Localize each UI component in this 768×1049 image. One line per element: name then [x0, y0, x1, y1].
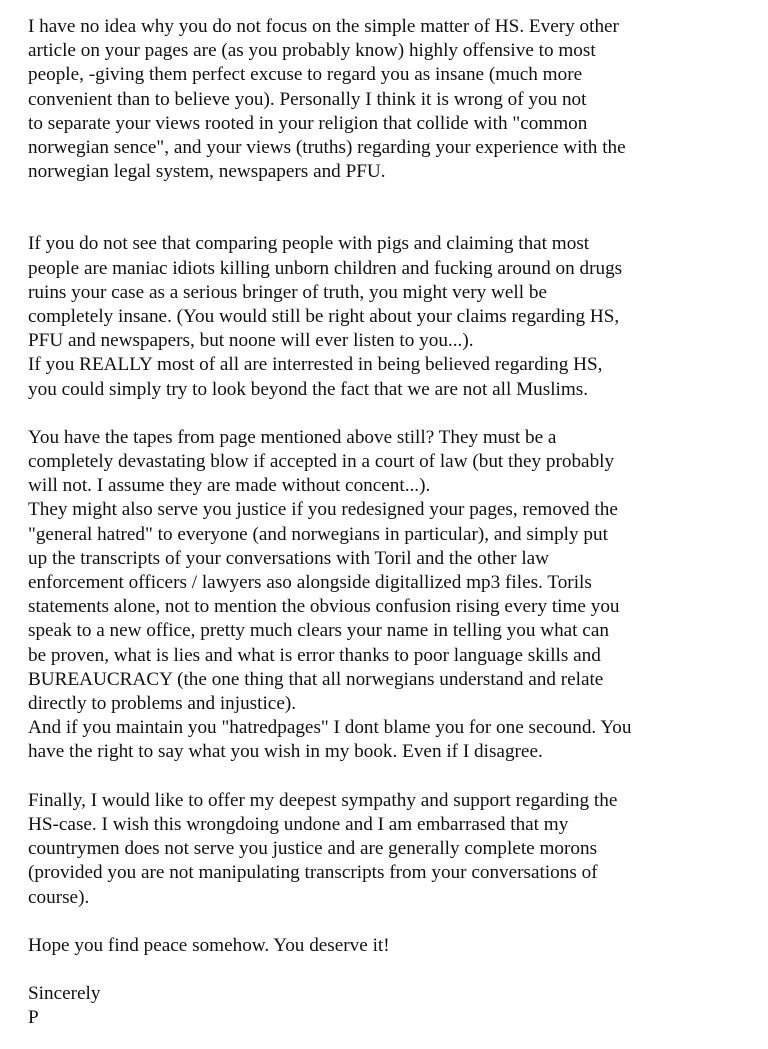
text-line: norwegian sence", and your views (truths) regarding your experience with the [28, 137, 626, 159]
paragraph-spacer [28, 910, 748, 934]
text-line: I have no idea why you do not focus on the simple matter of HS. Every other [28, 16, 619, 37]
text-line: completely devastating blow if accepted in a court of law (but they probably [28, 451, 615, 473]
closing: Sincerely [28, 982, 101, 1004]
text-line: enforcement officers / lawyers aso alongside digitallized mp3 files. Torils [28, 572, 592, 594]
text-line: PFU and newspapers, but noone will ever listen to you...). [28, 330, 474, 352]
text-line: you could simply try to look beyond the fact that we are not all Muslims. [28, 378, 589, 400]
text-line: speak to a new office, pretty much clears your name in telling you what can [28, 620, 609, 642]
text-line: HS-case. I wish this wrongdoing undone and I am embarrased that my [28, 813, 569, 835]
paragraph-3 [28, 426, 748, 765]
text-line: If you do not see that comparing people with pigs and claiming that most [28, 233, 590, 255]
paragraph-spacer [28, 184, 748, 232]
text-line: people are maniac idiots killing unborn children and fucking around on drugs [28, 257, 623, 279]
text-line: They might also serve you justice if you redesigned your pages, removed the [28, 499, 618, 521]
text-line: "general hatred" to everyone (and norwegians in particular), and simply put [28, 523, 608, 545]
paragraph-spacer [28, 958, 748, 982]
closing-block [28, 982, 748, 1030]
signature: P [28, 1007, 39, 1029]
text-line: And if you maintain you "hatredpages" I dont blame you for one secound. You [28, 717, 632, 739]
paragraph-2 [28, 232, 748, 401]
paragraph-spacer [28, 765, 748, 789]
text-line: Hope you find peace somehow. You deserve it! [28, 934, 390, 956]
text-line: You have the tapes from page mentioned above still? They must be a [28, 426, 557, 448]
paragraph-spacer [28, 402, 748, 426]
text-line: convenient than to believe you). Personally I think it is wrong of you not [28, 88, 587, 110]
text-line: will not. I assume they are made without concent...). [28, 475, 431, 497]
text-line: up the transcripts of your conversations with Toril and the other law [28, 547, 550, 569]
text-line: course). [28, 886, 90, 908]
text-line: article on your pages are (as you probably know) highly offensive to most [28, 40, 596, 62]
paragraph-5 [28, 934, 748, 958]
text-line: (provided you are not manipulating transcripts from your conversations of [28, 862, 598, 884]
text-line: directly to problems and injustice). [28, 693, 297, 715]
text-line: be proven, what is lies and what is error thanks to poor language skills and [28, 644, 601, 666]
text-line: norwegian legal system, newspapers and PFU. [28, 161, 386, 183]
paragraph-4 [28, 789, 748, 910]
text-line: have the right to say what you wish in my book. Even if I disagree. [28, 741, 543, 763]
text-line: BUREAUCRACY (the one thing that all norwegians understand and relate [28, 668, 604, 690]
text-line: statements alone, not to mention the obvious confusion rising every time you [28, 596, 620, 618]
text-line: to separate your views rooted in your religion that collide with "common [28, 112, 588, 134]
text-line: completely insane. (You would still be right about your claims regarding HS, [28, 306, 620, 328]
text-line: people, -giving them perfect excuse to regard you as insane (much more [28, 64, 583, 86]
text-line: ruins your case as a serious bringer of truth, you might very well be [28, 281, 547, 303]
text-line: If you REALLY most of all are interrested in being believed regarding HS, [28, 354, 603, 376]
text-line: countrymen does not serve you justice and are generally complete morons [28, 838, 598, 860]
paragraph-1 [28, 15, 748, 184]
text-line: Finally, I would like to offer my deepest sympathy and support regarding the [28, 789, 618, 811]
